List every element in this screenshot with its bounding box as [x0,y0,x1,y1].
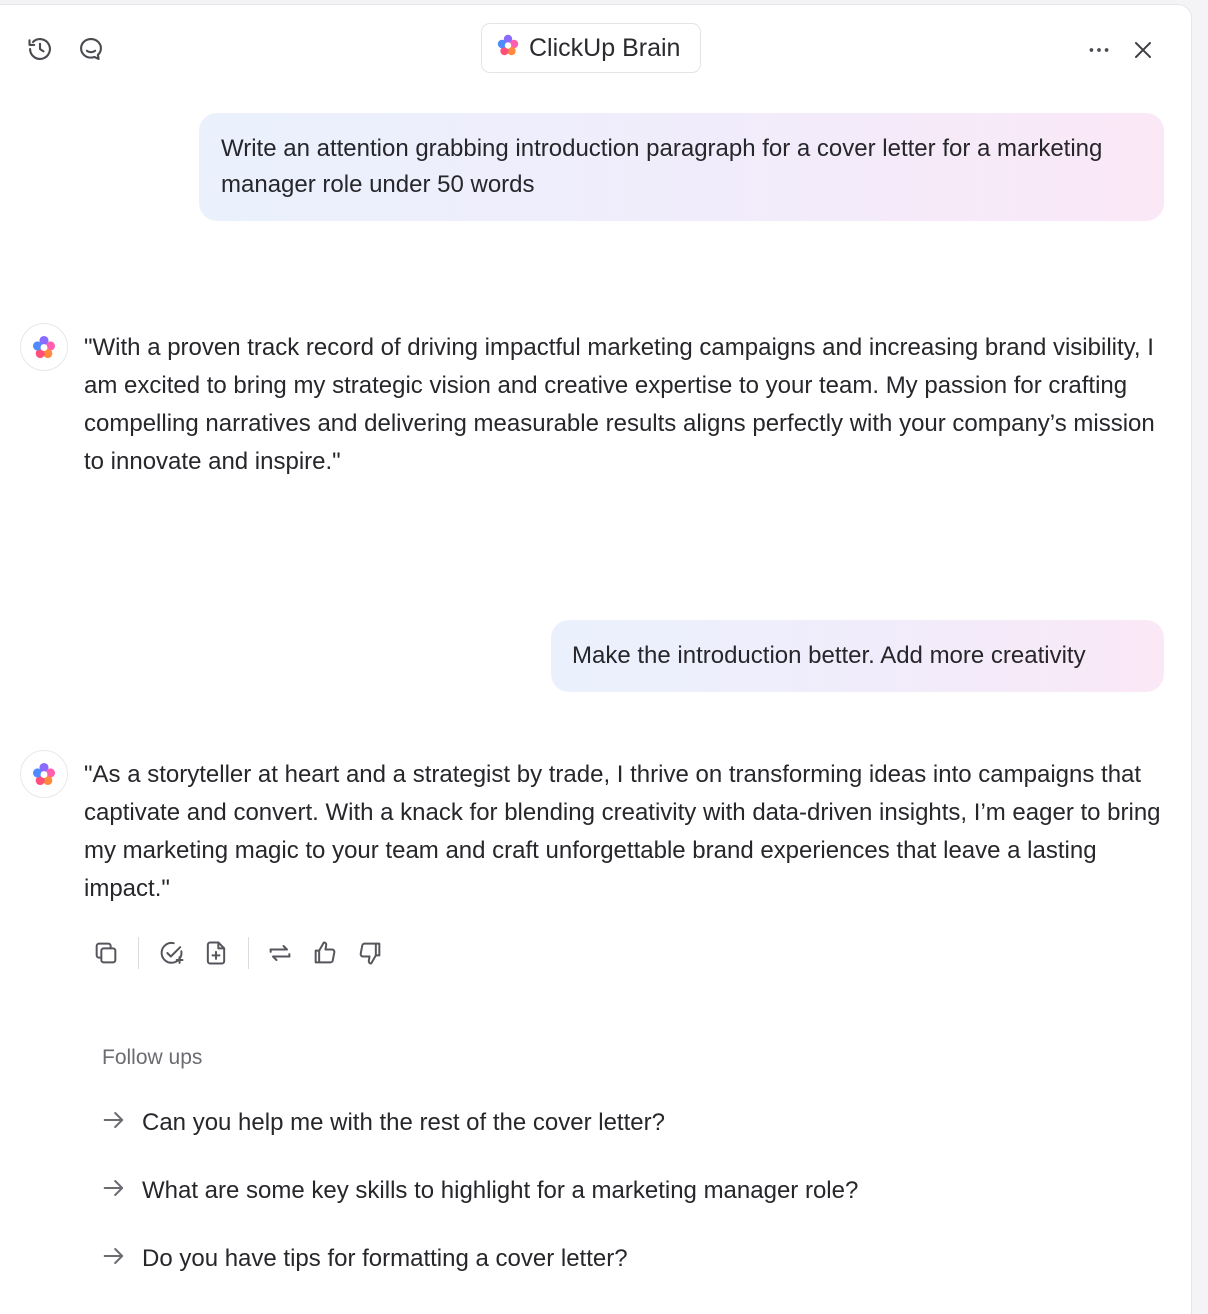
arrow-right-icon [100,1242,128,1277]
avatar [20,323,68,371]
user-message-2: Make the introduction better. Add more creativity [551,620,1164,692]
history-icon[interactable] [22,31,58,67]
thumbs-down-icon[interactable] [348,931,392,975]
close-icon[interactable] [1126,33,1160,67]
avatar [20,750,68,798]
user-message-1: Write an attention grabbing introduction paragraph for a cover letter for a marketing manager role under 50 words [199,113,1164,221]
divider [138,937,139,969]
add-to-doc-icon[interactable] [194,931,238,975]
followup-item[interactable] [100,1101,665,1145]
new-chat-icon[interactable] [73,31,109,67]
arrow-right-icon [100,1106,128,1141]
copy-icon[interactable] [84,931,128,975]
followups-label: Follow ups [102,1046,203,1069]
followup-label: What are some key skills to highlight for a marketing manager role? [142,1177,859,1204]
divider [248,937,249,969]
brain-logo-icon [31,334,57,360]
brain-logo-icon [496,33,520,64]
page-title: ClickUp Brain [529,33,681,62]
title-pill [481,23,701,73]
ai-response-1: "With a proven track record of driving impactful marketing campaigns and increasing brand visibility, I am excited to bring my strategic vision and creative expertise to your team. My passion for crafting compelling narratives and delivering measurable results aligns perfectly with your company’s mission to innovate and inspire." [84,334,1155,475]
followup-label: Do you have tips for formatting a cover letter? [142,1245,628,1272]
brain-logo-icon [31,761,57,787]
followup-label: Can you help me with the rest of the cover letter? [142,1109,665,1136]
thumbs-up-icon[interactable] [303,931,347,975]
followup-item[interactable] [100,1237,628,1281]
followup-item[interactable] [100,1169,858,1213]
brain-panel [0,4,1192,1314]
more-icon[interactable] [1082,33,1116,67]
create-task-icon[interactable] [150,931,194,975]
ai-response-2: "As a storyteller at heart and a strategist by trade, I thrive on transforming ideas into campaigns that captivate and convert. With a knack for blending creativity with data-driven insights, I’m eager to bring my marketing magic to your team and craft unforgettable brand experiences that leave a lasting impact." [84,761,1161,902]
arrow-right-icon [100,1174,128,1209]
regenerate-icon[interactable] [258,931,302,975]
